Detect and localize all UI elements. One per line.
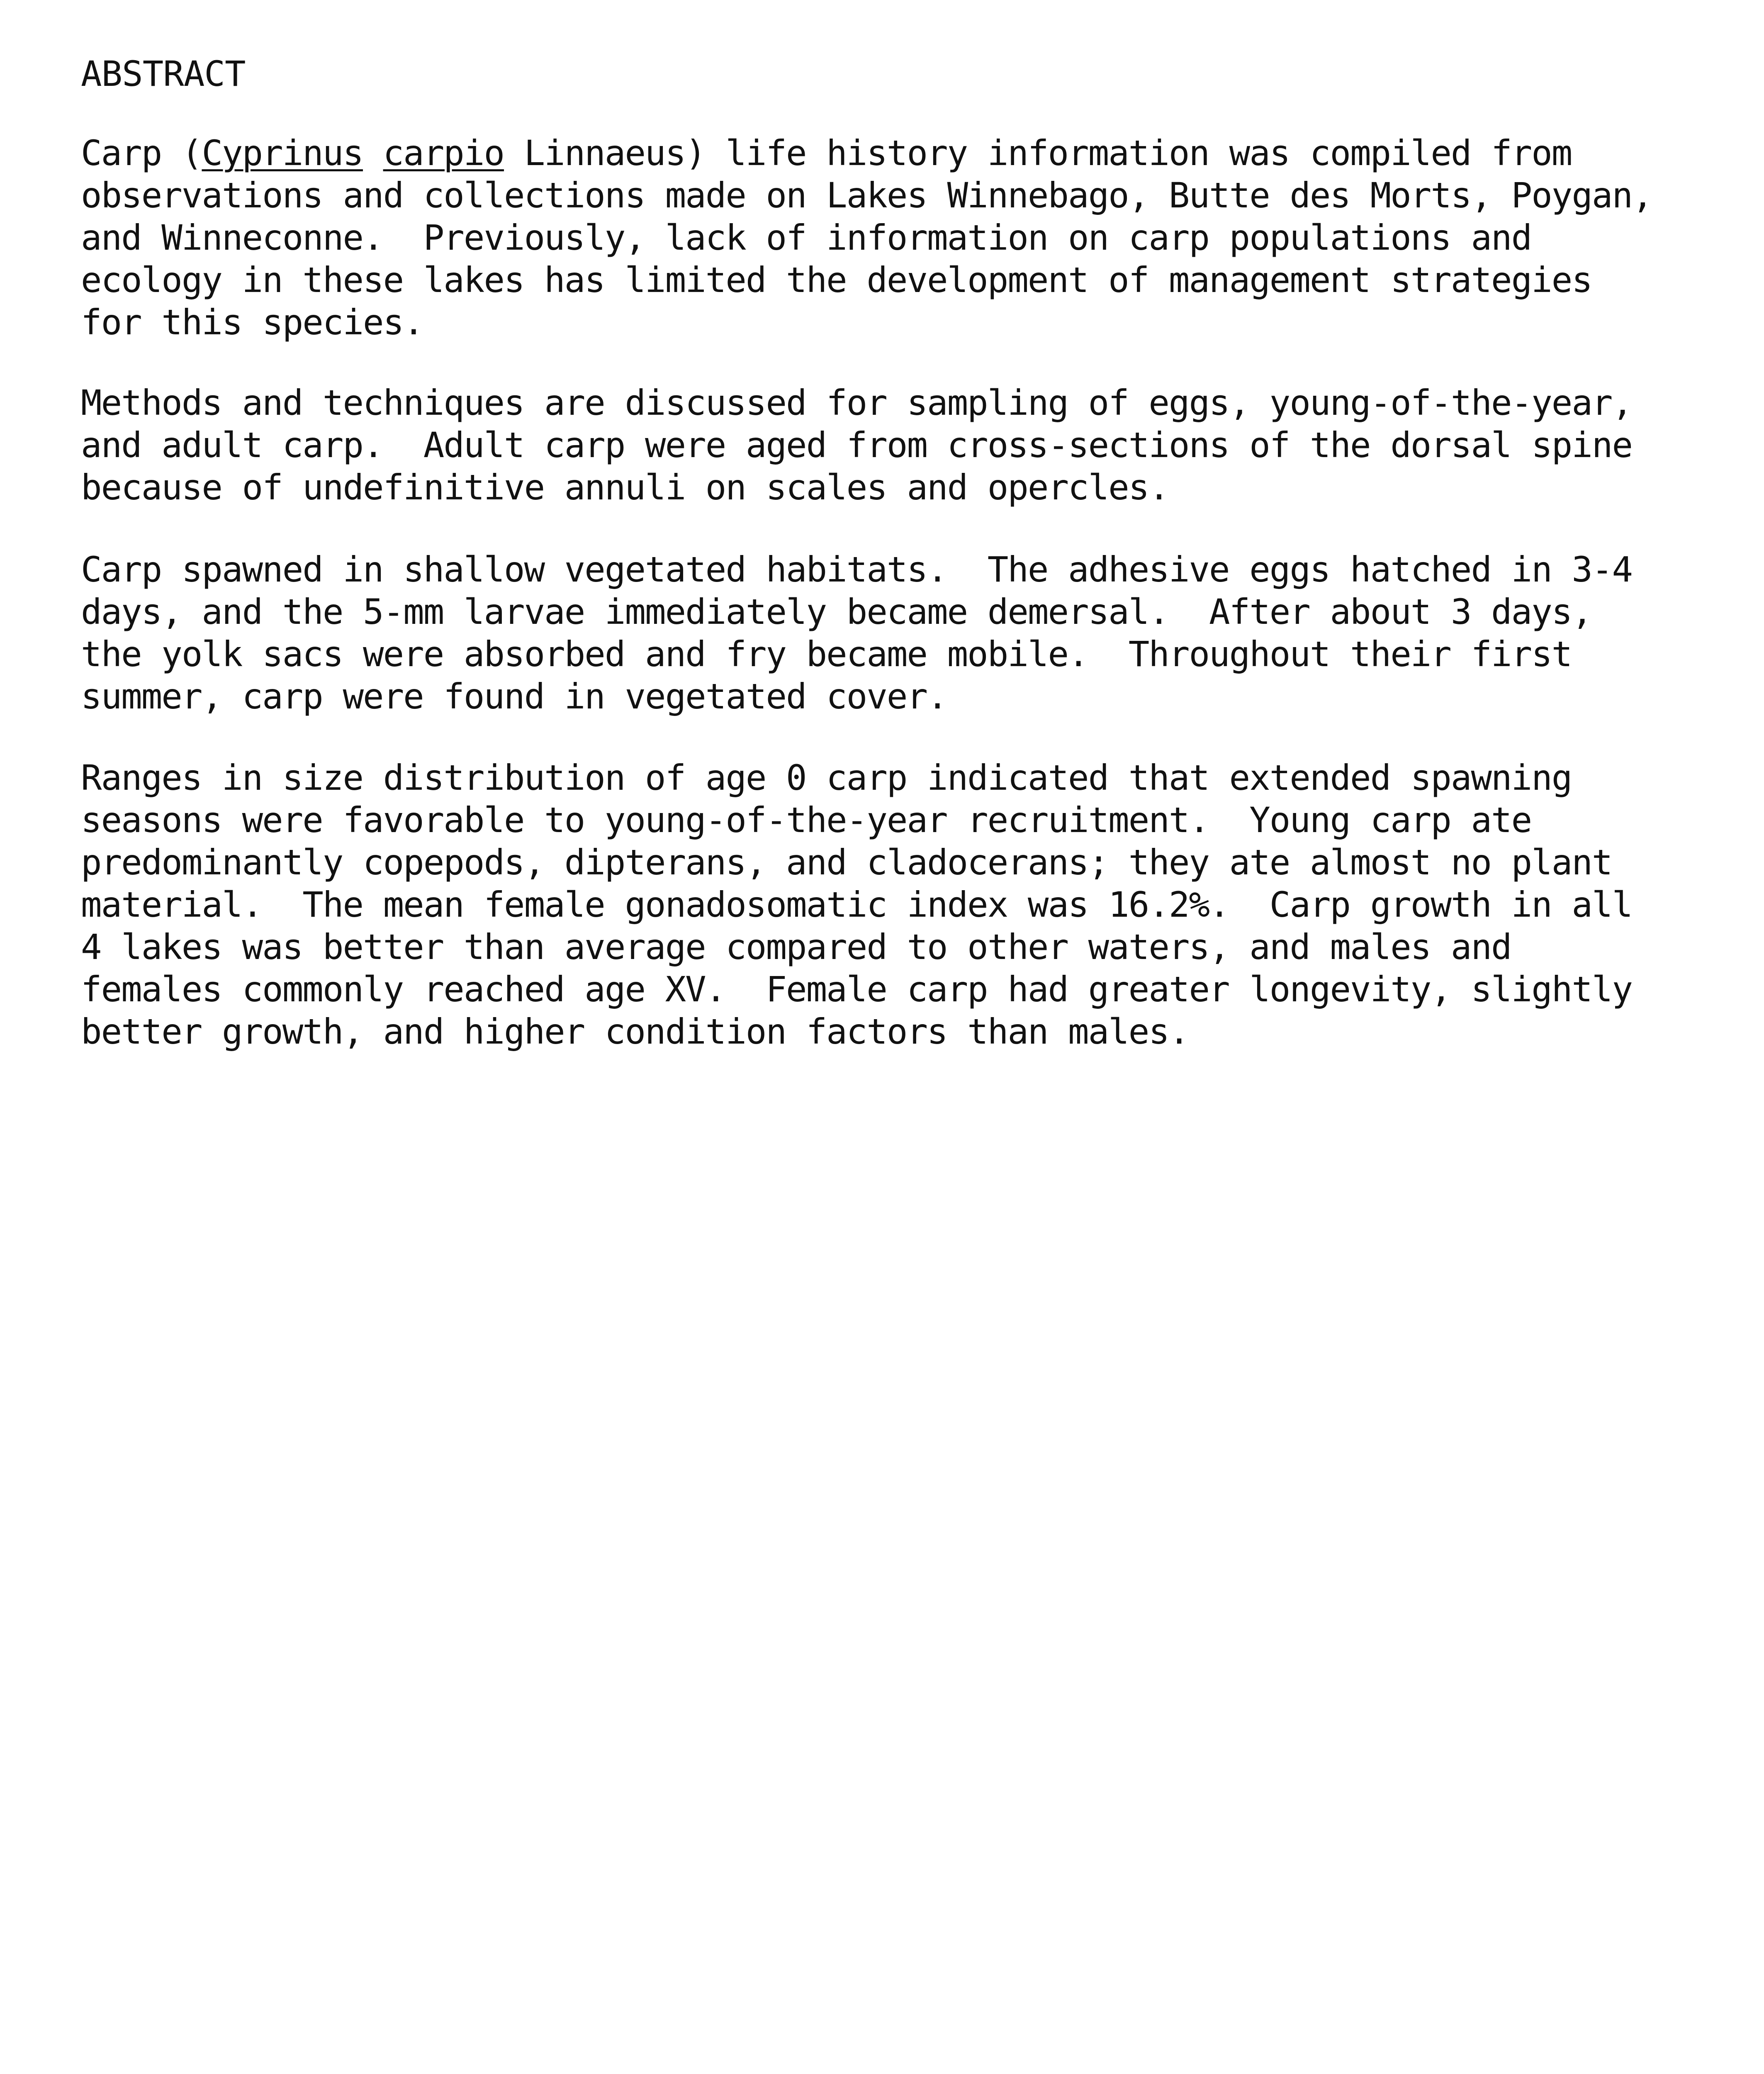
abstract-paragraph-1 [81,132,1748,343]
text-line: and adult carp. Adult carp were aged from cross-sections of the dorsal spine [81,425,1633,465]
text-line: because of undefinitive annuli on scales and opercles. [81,467,1169,508]
text-line: Methods and techniques are discussed for sampling of eggs, young-of-the-year, [81,382,1633,423]
text-line: and Winneconne. Previously, lack of information on carp populations and [81,217,1532,258]
genus-name: Cyprinus [202,133,363,173]
text-line: observations and collections made on Lakes Winnebago, Butte des Morts, Poygan, [81,175,1652,216]
species-name: carpio [383,133,504,173]
text-line: days, and the 5-mm larvae immediately became demersal. After about 3 days, [81,592,1592,632]
abstract-paragraph-3 [81,548,1748,718]
text-line: summer, carp were found in vegetated cover. [81,676,947,717]
text-line [81,132,1748,174]
abstract-heading: ABSTRACT [81,54,246,94]
text-line: seasons were favorable to young-of-the-year recruitment. Young carp ate [81,800,1532,840]
text-line: females commonly reached age XV. Female carp had greater longevity, slightly [81,969,1633,1010]
text-span: Carp ( [81,133,202,173]
text-line: for this species. [81,302,423,343]
text-line: Ranges in size distribution of age 0 carp indicated that extended spawning [81,757,1572,798]
abstract-paragraph-4 [81,757,1748,1053]
text-line: predominantly copepods, dipterans, and cladocerans; they ate almost no plant [81,842,1612,883]
abstract-paragraph-2 [81,382,1748,509]
text-line: better growth, and higher condition factors than males. [81,1011,1189,1052]
text-span: Linnaeus) life history information was compiled from [504,133,1572,173]
text-line: 4 lakes was better than average compared to other waters, and males and [81,927,1511,967]
text-line: ecology in these lakes has limited the development of management strategies [81,260,1592,300]
text-line: the yolk sacs were absorbed and fry became mobile. Throughout their first [81,634,1572,674]
text-line: material. The mean female gonadosomatic index was 16.2%. Carp growth in all [81,884,1633,925]
text-line: Carp spawned in shallow vegetated habitats. The adhesive eggs hatched in 3-4 [81,549,1633,590]
text-span [363,133,383,173]
